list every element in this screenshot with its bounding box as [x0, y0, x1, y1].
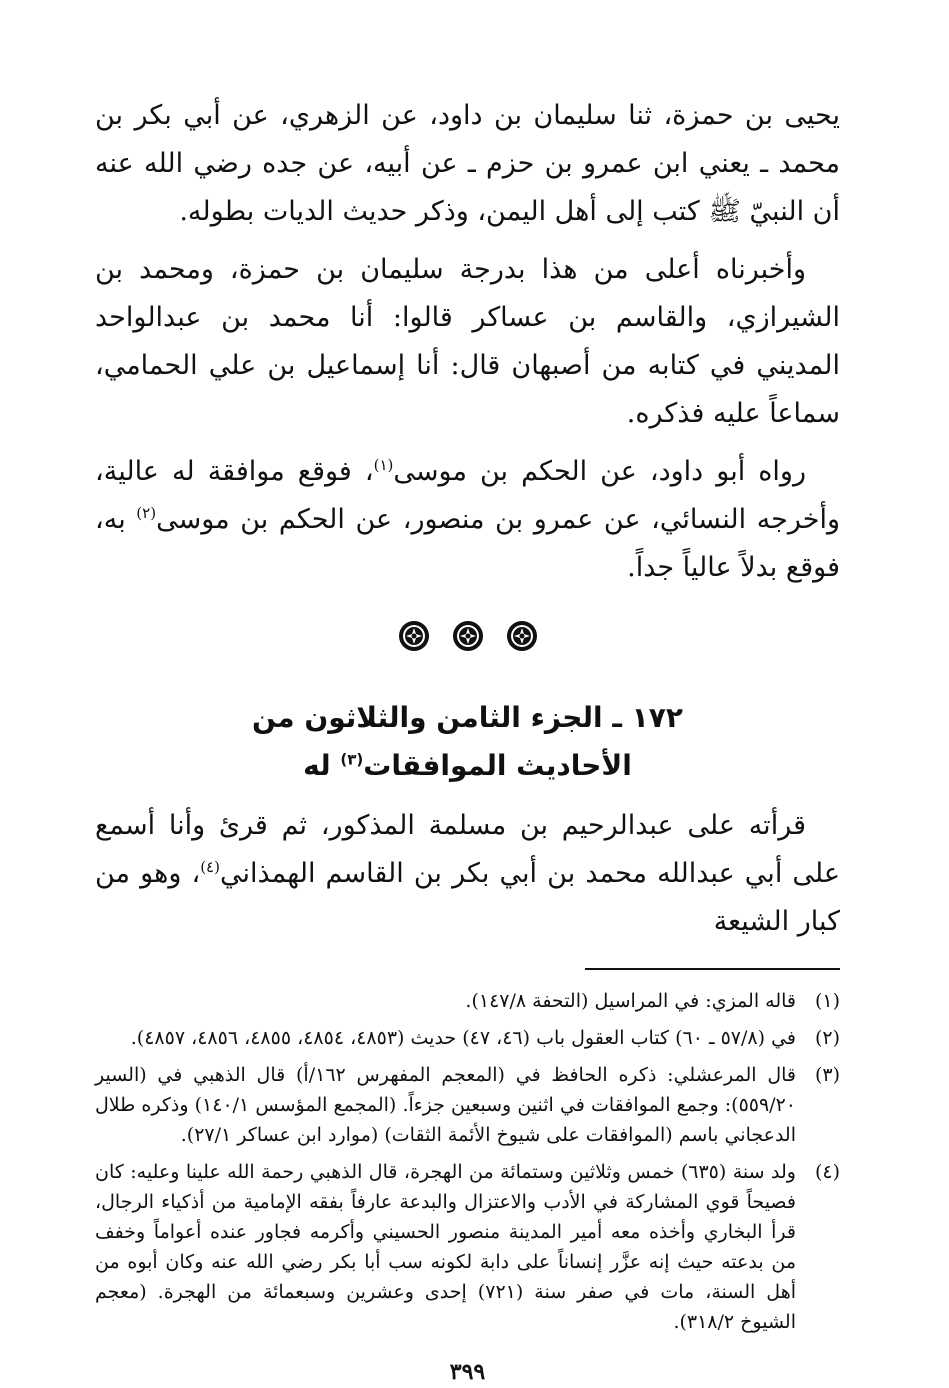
footnote-number: (٤) — [814, 1161, 840, 1183]
rosette-ornament-icon — [452, 620, 484, 652]
footnote-1 — [95, 986, 840, 1016]
section-heading — [95, 694, 840, 790]
footnote-number: (٣) — [814, 1064, 840, 1086]
paragraph-1-text: يحيى بن حمزة، ثنا سليمان بن داود، عن الزهري، عن أبي بكر بن محمد ـ يعني ابن عمرو بن حزم ـ عن أبيه، عن جده رضي الله عنه أن النبيّ ﷺ كتب إلى أهل اليمن، وذكر حديث الديات بطوله. — [95, 100, 840, 227]
paragraph-2-text: وأخبرناه أعلى من هذا بدرجة سليمان بن حمزة، ومحمد بن الشيرازي، والقاسم بن عساكر قالوا: أنا محمد بن عبدالواحد المديني في كتابه من أصبهان قال: أنا إسماعيل بن علي الحمامي، سماعاً عليه فذكره. — [95, 254, 840, 429]
section-paragraph — [95, 802, 840, 946]
footnote-number: (١) — [814, 990, 840, 1012]
rosette-ornament-icon — [398, 620, 430, 652]
page-content — [95, 92, 840, 1385]
paragraph-3-text-a: رواه أبو داود، عن الحكم بن موسى — [393, 456, 806, 487]
section-paragraph-text-a: قرأته على عبدالرحيم بن مسلمة المذكور، ثم قرئ وأنا أسمع على أبي عبدالله محمد بن أبي بكر بن القاسم الهمذاني — [95, 810, 840, 889]
paragraph-1 — [95, 92, 840, 236]
footnote-ref-2[interactable]: (٢) — [136, 504, 157, 522]
footnotes — [95, 986, 840, 1337]
footnote-ref-4[interactable]: (٤) — [200, 858, 220, 876]
footnote-text: قال المرعشلي: ذكره الحافظ في (المعجم المفهرس ١٦٢/أ) قال الذهبي في (السير ٥٥٩/٢٠): وجمع الموافقات في اثنين وسبعين جزءاً. (المجمع المؤسس ١٤٠/١) وذكره طلال الدعجاني باسم (الموافقات على شيوخ الأئمة الثقات) (موارد ابن عساكر ٢٧/١). — [95, 1064, 796, 1146]
footnote-text: في (٥٧/٨ ـ ٦٠) كتاب العقول باب (٤٦، ٤٧) حديث (٤٨٥٣، ٤٨٥٤، ٤٨٥٥، ٤٨٥٦، ٤٨٥٧). — [130, 1027, 796, 1049]
section-paragraph-text-b: ، وهو من كبار الشيعة — [95, 858, 840, 937]
section-heading-line-2: الأحاديث الموافقات — [363, 749, 632, 782]
paragraph-2 — [95, 246, 840, 438]
paragraph-3-text-c: به، فوقع بدلاً عالياً جداً. — [95, 504, 840, 583]
footnote-text: قاله المزي: في المراسيل (التحفة ١٤٧/٨). — [465, 990, 796, 1012]
footnote-4 — [95, 1157, 840, 1337]
footnote-text: ولد سنة (٦٣٥) خمس وثلاثين وستمائة من الهجرة، قال الذهبي رحمة الله علينا وعليه: كان فصيحاً قوي المشاركة في الأدب والاعتزال والبدعة عارفاً بفقه الإمامية من أذكياء الرجال، قرأ البخاري وأخذه معه أمير المدينة منصور الحسيني وأكرمه فجاور عنده أعواماً وخفف من بدعته حيث إنه عزَّر إنساناً على دابة لكونه سب أبا بكر رضي الله عنه وكان أبوه من أهل السنة، مات في صفر سنة (٧٢١) إحدى وعشرين وسبعمائة من الهجرة. (معجم الشيوخ ٣١٨/٢). — [95, 1161, 796, 1333]
page-number: ٣٩٩ — [449, 1359, 486, 1385]
footnote-ref-1[interactable]: (١) — [373, 456, 394, 474]
footnote-2 — [95, 1023, 840, 1053]
section-heading-line-1: ١٧٢ ـ الجزء الثامن والثلاثون من — [252, 701, 683, 734]
footnote-separator — [585, 968, 840, 970]
paragraph-3 — [95, 448, 840, 592]
footnote-number: (٢) — [814, 1027, 840, 1049]
rosette-ornament-icon — [506, 620, 538, 652]
paragraph-3-text-b: ، فوقع موافقة له عالية، وأخرجه النسائي، عن عمرو بن منصور، عن الحكم بن موسى — [95, 456, 840, 535]
footnote-ref-3[interactable]: (٣) — [340, 750, 364, 769]
section-divider-ornaments — [95, 620, 840, 654]
footnote-3 — [95, 1060, 840, 1150]
section-heading-line-2-end: له — [303, 749, 341, 782]
